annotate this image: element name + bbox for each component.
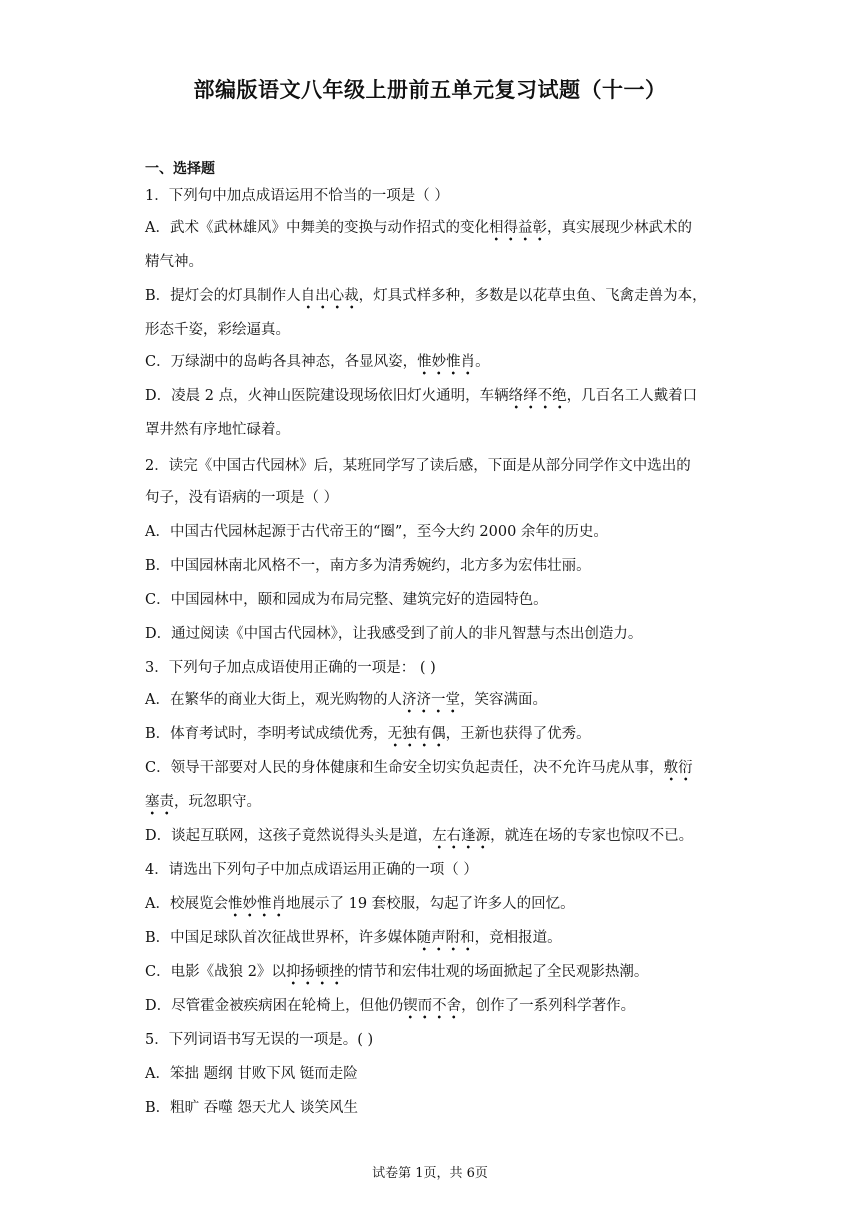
q1-option-b: B．提灯会的灯具制作人自出心裁，灯具式样多种，多数是以花草虫鱼、飞禽走兽为本，: [145, 286, 707, 306]
question-5-stem: 5．下列词语书写无误的一项是。( ): [145, 1032, 374, 1048]
dotted-idiom: 惟妙惟肖: [417, 354, 475, 375]
q5-option-a: A．笨拙 题纲 甘败下风 铤而走险: [145, 1066, 358, 1082]
q5-option-b: B．粗旷 吞噬 怨天尤人 谈笑风生: [145, 1100, 358, 1116]
q3-option-c: C．领导干部要对人民的身体健康和生命安全切实负起责任，决不允许马虎从事，敷衍: [145, 758, 693, 778]
page-title: 部编版语文八年级上册前五单元复习试题（十一）: [193, 78, 667, 102]
q3-option-c-cont: 塞责，玩忽职守。: [145, 792, 261, 812]
dotted-idiom: 惟妙惟肖: [228, 896, 286, 917]
q2-option-c: C．中国园林中，颐和园成为布局完整、建筑完好的造园特色。: [145, 592, 548, 608]
q3-option-a: A．在繁华的商业大街上，观光购物的人济济一堂，笑容满面。: [145, 690, 547, 710]
dotted-idiom: 随声附和: [417, 930, 475, 951]
q1-option-a: A．武术《武林雄风》中舞美的变换与动作招式的变化相得益彰，真实展现少林武术的: [145, 218, 692, 238]
q2-option-b: B．中国园林南北风格不一，南方多为清秀婉约，北方多为宏伟壮丽。: [145, 558, 591, 574]
q4-option-d: D．尽管霍金被疾病困在轮椅上，但他仍锲而不舍，创作了一系列科学著作。: [145, 996, 635, 1016]
dotted-idiom: 无独有偶: [388, 726, 446, 747]
dotted-idiom: 络绎不绝: [509, 388, 567, 409]
dotted-idiom: 左右逢源: [432, 828, 490, 849]
q1-option-d: D．凌晨 2 点，火神山医院建设现场依旧灯火通明，车辆络绎不绝，几百名工人戴着口: [145, 386, 697, 406]
q4-option-a: A．校展览会惟妙惟肖地展示了 19 套校服，勾起了许多人的回忆。: [145, 894, 575, 914]
question-1-stem: 1．下列句中加点成语运用不恰当的一项是（ ）: [145, 188, 449, 204]
dotted-idiom: 济济一堂: [402, 692, 460, 713]
page-footer: 试卷第 1页，共 6页: [372, 1166, 488, 1181]
q1-option-c: C．万绿湖中的岛屿各具神态，各显风姿，惟妙惟肖。: [145, 352, 490, 372]
q1-option-a-cont: 精气神。: [145, 254, 203, 270]
dotted-idiom: 锲而不舍: [403, 998, 461, 1019]
q1-option-d-cont: 罩井然有序地忙碌着。: [145, 422, 290, 438]
q2-option-d: D．通过阅读《中国古代园林》，让我感受到了前人的非凡智慧与杰出创造力。: [145, 626, 643, 642]
dotted-idiom: 敷衍: [664, 760, 693, 781]
question-2-stem: 2．读完《中国古代园林》后，某班同学写了读后感，下面是从部分同学作文中选出的: [145, 458, 691, 474]
question-3-stem: 3．下列句子加点成语使用正确的一项是： ( ): [145, 660, 436, 676]
q4-option-b: B．中国足球队首次征战世界杯，许多媒体随声附和，竞相报道。: [145, 928, 562, 948]
q3-option-b: B．体育考试时，李明考试成绩优秀，无独有偶，王新也获得了优秀。: [145, 724, 591, 744]
dotted-idiom: 自出心裁: [301, 288, 359, 309]
dotted-idiom: 塞责: [145, 794, 174, 815]
dotted-idiom: 相得益彰: [489, 220, 547, 241]
section-heading: 一、选择题: [145, 161, 215, 177]
q1-option-b-cont: 形态千姿，彩绘逼真。: [145, 322, 290, 338]
q4-option-c: C．电影《战狼 2》以抑扬顿挫的情节和宏伟壮观的场面掀起了全民观影热潮。: [145, 962, 648, 982]
q2-option-a: A．中国古代园林起源于古代帝王的“圈”，至今大约 2000 余年的历史。: [145, 524, 608, 540]
question-4-stem: 4．请选出下列句子中加点成语运用正确的一项（ ）: [145, 862, 478, 878]
q3-option-d: D．谈起互联网，这孩子竟然说得头头是道，左右逢源，就连在场的专家也惊叹不已。: [145, 826, 693, 846]
dotted-idiom: 抑扬顿挫: [286, 964, 344, 985]
question-2-stem-cont: 句子，没有语病的一项是（ ）: [145, 490, 339, 506]
